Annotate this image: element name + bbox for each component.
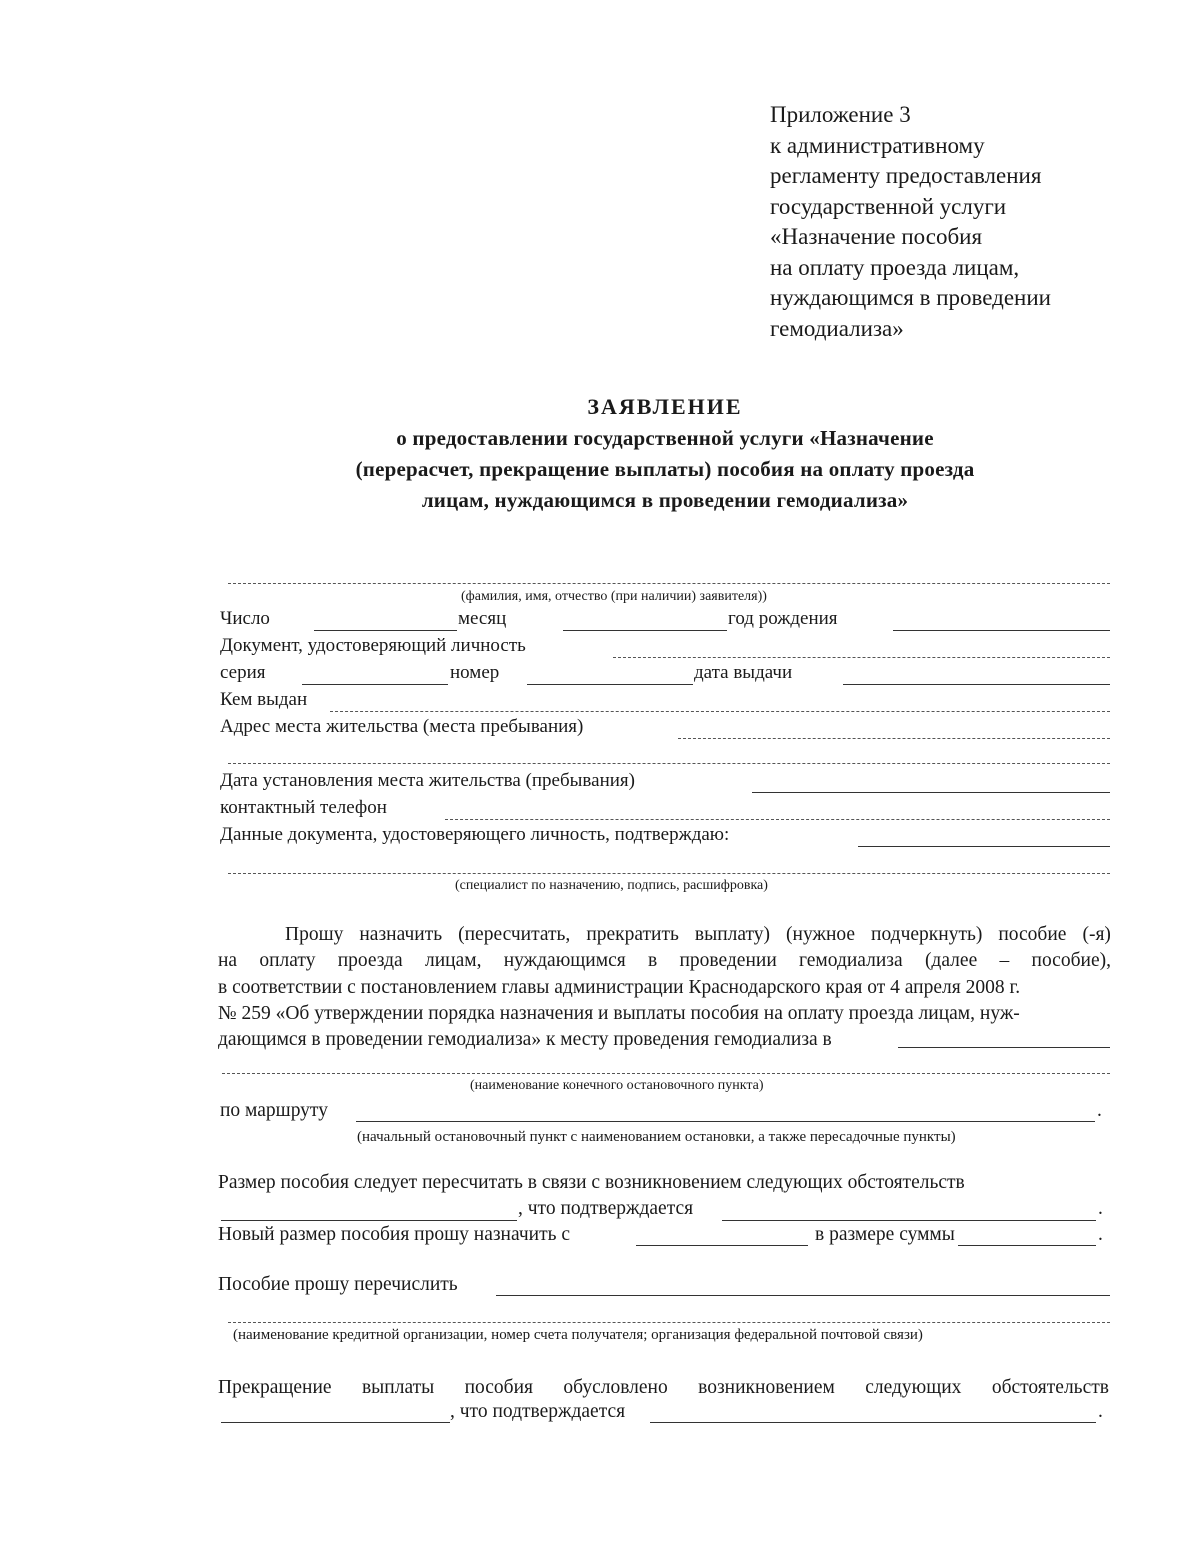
recalc-text: Размер пособия следует пересчитать в связи с возникновением следующих обстоятельств: [218, 1172, 965, 1193]
address-field[interactable]: [678, 738, 1110, 739]
day-label: Число: [220, 608, 270, 629]
transfer-caption: (наименование кредитной организации, номер счета получателя; организация федеральной почтовой связи): [233, 1327, 923, 1343]
appendix-line: регламенту предоставления: [770, 163, 1042, 188]
specialist-signature-field[interactable]: [228, 873, 1110, 874]
route-label: по маршруту: [220, 1100, 328, 1121]
transfer-field[interactable]: [496, 1295, 1110, 1296]
number-label: номер: [450, 662, 500, 683]
transfer-label: Пособие прошу перечислить: [218, 1274, 458, 1295]
termination-confirmation-field[interactable]: [650, 1422, 1096, 1423]
route-caption: (начальный остановочный пункт с наименованием остановки, а также пересадочные пункты): [357, 1129, 956, 1145]
birth-year-label: год рождения: [728, 608, 838, 629]
document-title-line: (перерасчет, прекращение выплаты) пособия на оплату проезда: [355, 457, 975, 481]
amount-text: в размере суммы: [815, 1224, 955, 1245]
endpoint-field[interactable]: [222, 1073, 1110, 1074]
recalc-circumstances-field[interactable]: [221, 1220, 517, 1221]
request-paragraph: [218, 922, 1111, 1053]
request-line: в соответствии с постановлением главы администрации Краснодарского края от 4 апреля 2008 г.: [218, 976, 1021, 998]
new-amount-date-field[interactable]: [636, 1245, 808, 1246]
confirm-label: Данные документа, удостоверяющего личность, подтверждаю:: [220, 824, 730, 845]
id-document-field[interactable]: [613, 657, 1110, 658]
dialysis-location-field[interactable]: [898, 1047, 1110, 1048]
termination-confirmed-text: , что подтверждается: [450, 1401, 626, 1422]
month-field[interactable]: [563, 630, 727, 631]
termination-paragraph: [218, 1375, 1109, 1401]
fio-field[interactable]: [228, 583, 1110, 584]
route-field[interactable]: [356, 1121, 1095, 1122]
appendix-line: гемодиализа»: [770, 315, 904, 341]
birth-year-field[interactable]: [893, 630, 1110, 631]
appendix-line: Приложение 3: [770, 102, 911, 127]
issue-date-field[interactable]: [843, 684, 1110, 685]
recalc-period: .: [1098, 1198, 1103, 1219]
request-line: на оплату проезда лицам, нуждающимся в проведении гемодиализа (далее – пособие),: [218, 950, 1111, 972]
new-amount-text: Новый размер пособия прошу назначить с: [218, 1224, 571, 1245]
phone-field[interactable]: [445, 819, 1110, 820]
recalc-confirmed-text: , что подтверждается: [518, 1198, 694, 1219]
id-document-label: Документ, удостоверяющий личность: [220, 635, 526, 656]
appendix-line: к административному: [770, 132, 985, 158]
phone-label: контактный телефон: [220, 797, 387, 818]
series-label: серия: [220, 662, 266, 683]
residence-date-field[interactable]: [752, 792, 1110, 793]
day-field[interactable]: [314, 630, 457, 631]
specialist-caption: (специалист по назначению, подпись, расшифровка): [455, 878, 768, 893]
document-title-line: лицам, нуждающимся в проведении гемодиализа»: [421, 488, 909, 512]
issue-date-label: дата выдачи: [694, 662, 793, 683]
confirm-field[interactable]: [858, 846, 1110, 847]
issued-by-label: Кем выдан: [220, 689, 308, 710]
document-heading: ЗАЯВЛЕНИЕ: [587, 394, 743, 419]
residence-date-label: Дата установления места жительства (пребывания): [220, 770, 635, 791]
appendix-line: нуждающимся в проведении: [770, 285, 1051, 310]
fio-caption: (фамилия, имя, отчество (при наличии) заявителя)): [461, 589, 767, 604]
request-line: № 259 «Об утверждении порядка назначения и выплаты пособия на оплату проезда лицам, нуж-: [218, 1002, 1020, 1024]
termination-line: Прекращение выплаты пособия обусловлено возникновением следующих обстоятельств: [218, 1377, 1109, 1398]
amount-period: .: [1098, 1224, 1103, 1245]
amount-field[interactable]: [958, 1245, 1096, 1246]
transfer-field-continued[interactable]: [228, 1322, 1110, 1323]
number-field[interactable]: [527, 684, 693, 685]
appendix-line: на оплату проезда лицам,: [770, 254, 1020, 280]
month-label: месяц: [458, 608, 507, 629]
termination-period: .: [1098, 1401, 1103, 1422]
termination-circumstances-field[interactable]: [221, 1422, 450, 1423]
appendix-line: государственной услуги: [770, 193, 1007, 219]
route-period: .: [1097, 1100, 1102, 1121]
document-title-line: о предоставлении государственной услуги «Назначение: [396, 426, 934, 450]
appendix-block: [770, 100, 1051, 344]
request-line: Прошу назначить (пересчитать, прекратить выплату) (нужное подчеркнуть) пособие (-я): [285, 924, 1111, 945]
issued-by-field[interactable]: [330, 711, 1110, 712]
appendix-line: «Назначение пособия: [770, 224, 983, 249]
address-label: Адрес места жительства (места пребывания): [220, 716, 584, 737]
series-field[interactable]: [302, 684, 448, 685]
address-field-continued[interactable]: [228, 763, 1110, 764]
recalc-confirmation-field[interactable]: [722, 1220, 1096, 1221]
endpoint-caption: (наименование конечного остановочного пункта): [470, 1078, 764, 1093]
request-line: дающимся в проведении гемодиализа» к месту проведения гемодиализа в: [218, 1029, 832, 1051]
